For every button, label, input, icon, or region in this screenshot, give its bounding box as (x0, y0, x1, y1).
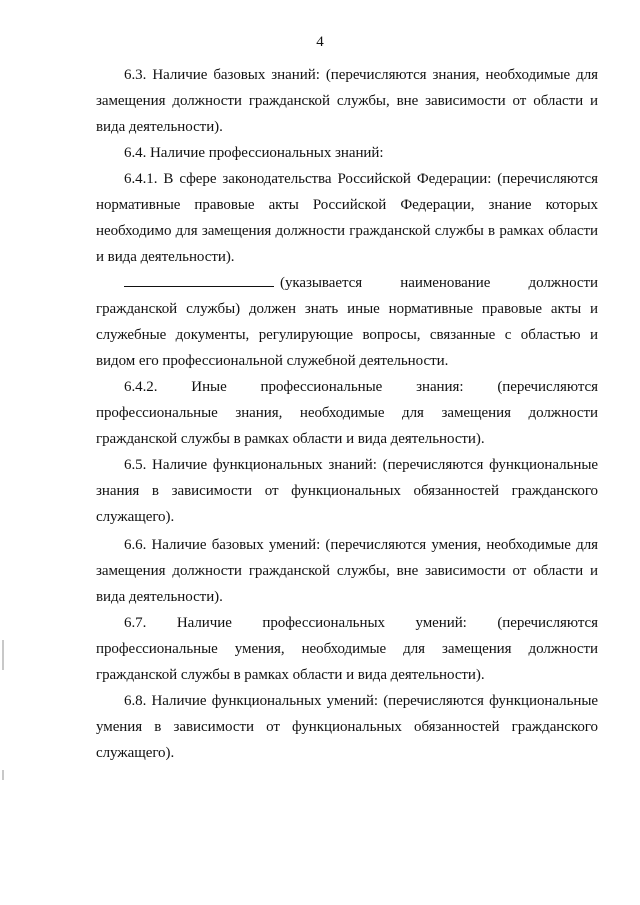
paragraph-6-7: 6.7. Наличие профессиональных умений: (перечисляются профессиональные умения, необходимые для замещения должности гражданской службы в рамках области и вида деятельности). (96, 615, 598, 683)
paragraph-position-blank (96, 270, 598, 374)
paragraph-position-text: (указывается наименование должности гражданской службы) должен знать иные нормативные правовые акты и служебные документы, регулирующие вопросы, связанные с областью и видом его профессиональной служебной деятельности. (96, 275, 598, 369)
scan-edge-mark (2, 640, 4, 670)
paragraph-6-4-1: 6.4.1. В сфере законодательства Российской Федерации: (перечисляются нормативные правовые акты Российской Федерации, знание которых необходимо для замещения должности гражданской службы в рамках области и вида деятельности). (96, 171, 598, 265)
paragraph-6-6: 6.6. Наличие базовых умений: (перечисляются умения, необходимые для замещения должности гражданской службы, вне зависимости от области и вида деятельности). (96, 537, 598, 605)
blank-line (124, 272, 274, 287)
paragraph-6-3: 6.3. Наличие базовых знаний: (перечисляются знания, необходимые для замещения должности гражданской службы, вне зависимости от области и вида деятельности). (96, 67, 598, 135)
page-number: 4 (316, 34, 324, 50)
paragraph-6-4-2: 6.4.2. Иные профессиональные знания: (перечисляются профессиональные знания, необходимые для замещения должности гражданской службы в рамках области и вида деятельности). (96, 379, 598, 447)
scan-edge-mark (2, 770, 4, 780)
paragraph-6-8: 6.8. Наличие функциональных умений: (перечисляются функциональные умения в зависимости от функциональных обязанностей гражданского служащего). (96, 693, 598, 761)
paragraph-6-4: 6.4. Наличие профессиональных знаний: (124, 145, 384, 161)
paragraph-6-5: 6.5. Наличие функциональных знаний: (перечисляются функциональные знания в зависимости от функциональных обязанностей гражданского служащего). (96, 457, 598, 525)
